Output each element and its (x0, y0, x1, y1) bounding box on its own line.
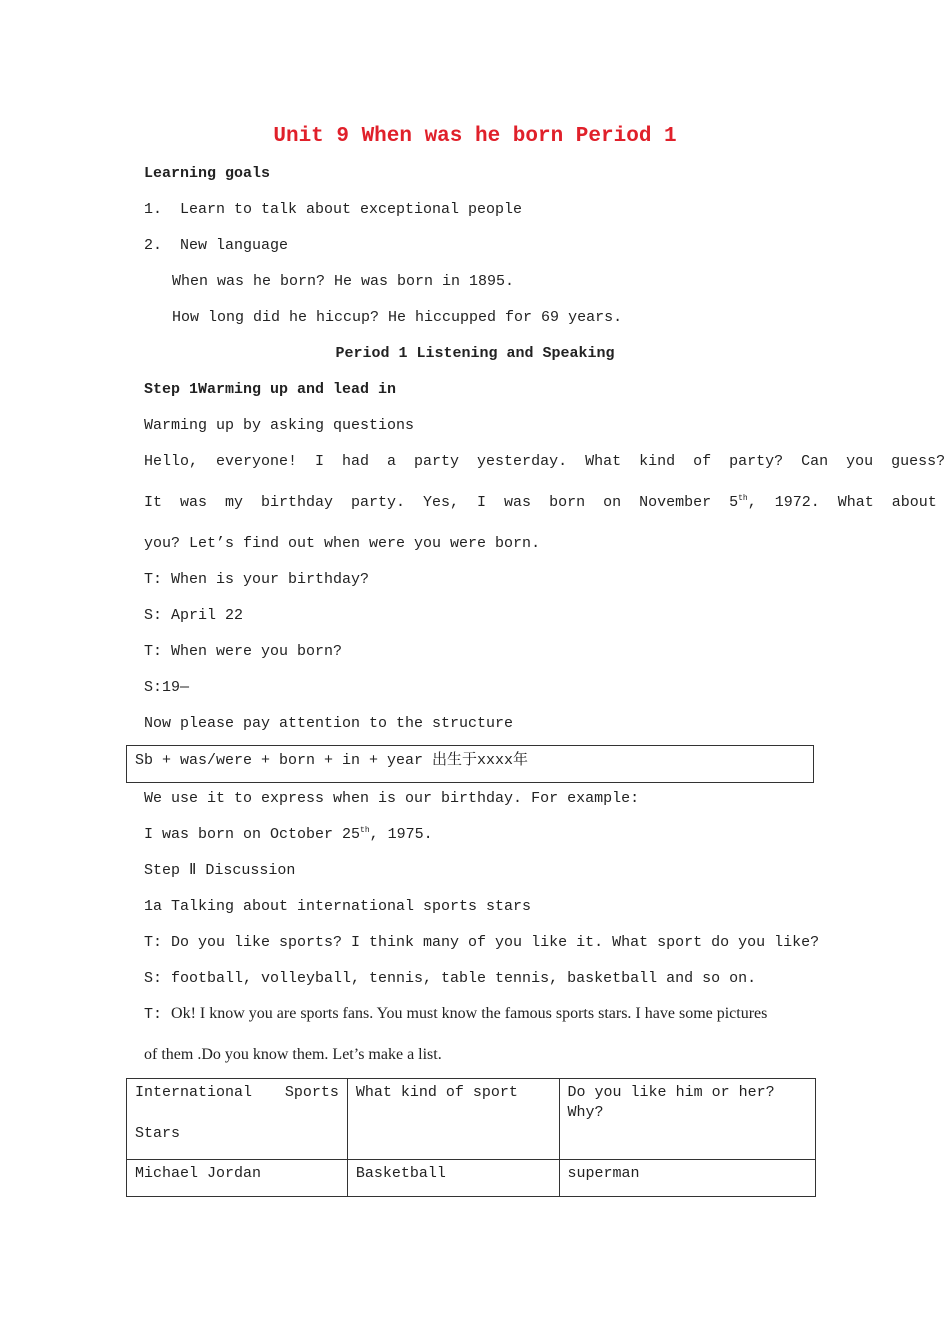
goal-1: 1. Learn to talk about exceptional people (144, 201, 523, 218)
dialogue-student-1: S: April 22 (144, 607, 244, 624)
language-example-2: How long did he hiccup? He hiccupped for 69 years. (172, 309, 623, 326)
sports-stars-table (126, 1078, 816, 1197)
structure-text: Sb + was/were + born + in + year 出生于xxxx年 (135, 752, 529, 769)
dialogue-teacher-2: T: When were you born? (144, 643, 343, 660)
goal-2: 2. New language (144, 237, 289, 254)
dialogue-teacher-5: of them .Do you know them. Let’s make a list. (144, 1046, 442, 1063)
dialogue-student-3: S: football, volleyball, tennis, table tennis, basketball and so on. (144, 970, 757, 987)
cell-reason: superman (559, 1160, 815, 1197)
page-title: Unit 9 When was he born Period 1 (273, 125, 677, 148)
step2-heading: Step Ⅱ Discussion (144, 862, 296, 879)
structure-box (126, 745, 814, 783)
header-cell-sport: What kind of sport (347, 1079, 559, 1160)
warmup-line-3: It was my birthday party. Yes, I was born on November 5th, 1972. What about (144, 494, 937, 511)
example-line: I was born on October 25th, 1975. (144, 826, 433, 843)
dialogue-teacher-1: T: When is your birthday? (144, 571, 370, 588)
cell-sport: Basketball (347, 1160, 559, 1197)
step1-heading: Step 1Warming up and lead in (144, 381, 397, 398)
warmup-line-1: Warming up by asking questions (144, 417, 415, 434)
dialogue-student-2: S:19— (144, 679, 190, 696)
table-row (127, 1160, 816, 1197)
dialogue-teacher-4: T: Ok! I know you are sports fans. You must know the famous sports stars. I have some pictures (144, 1005, 768, 1023)
table-header-row (127, 1079, 816, 1160)
warmup-line-4: you? Let’s find out when were you were born. (144, 535, 541, 552)
cell-star-name: Michael Jordan (127, 1160, 348, 1197)
structure-intro: Now please pay attention to the structure (144, 715, 514, 732)
header-cell-like: Do you like him or her? Why? (559, 1079, 815, 1160)
header-cell-stars: International Sports Stars (127, 1079, 348, 1160)
period-heading: Period 1 Listening and Speaking (335, 345, 615, 362)
dialogue-teacher-3: T: Do you like sports? I think many of you like it. What sport do you like? (144, 934, 820, 951)
warmup-line-2: Hello, everyone! I had a party yesterday. What kind of party? Can you guess? (144, 453, 946, 470)
language-example-1: When was he born? He was born in 1895. (172, 273, 515, 290)
usage-line: We use it to express when is our birthday. For example: (144, 790, 640, 807)
activity-1a: 1a Talking about international sports stars (144, 898, 532, 915)
learning-goals-heading: Learning goals (144, 165, 271, 182)
